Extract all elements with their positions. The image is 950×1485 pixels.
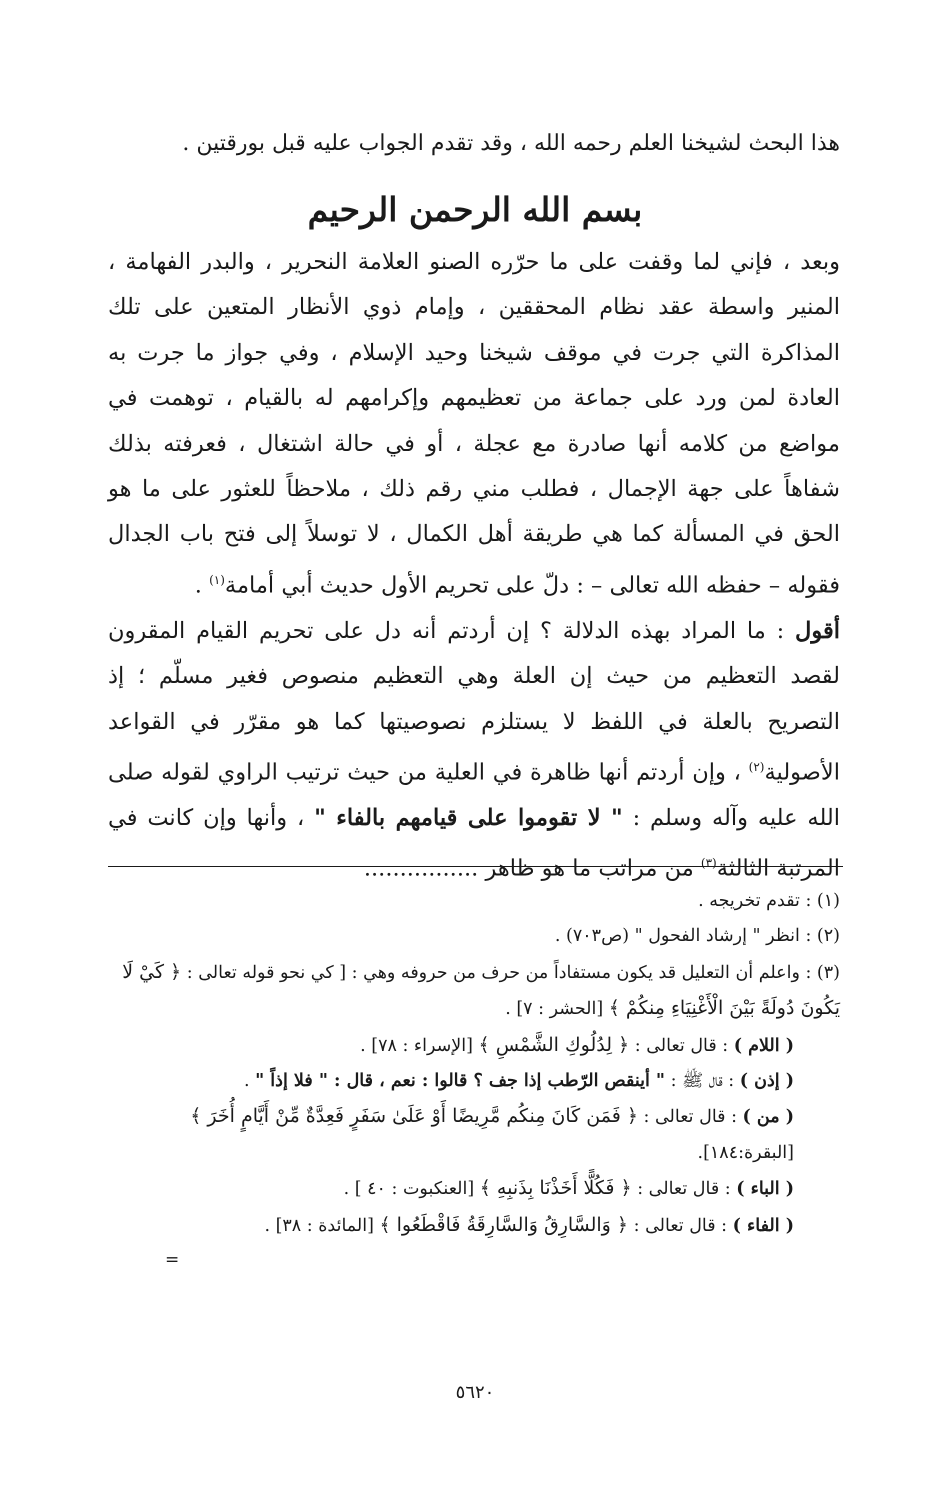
item-label: ( الفاء ): [732, 1215, 794, 1236]
item-label: ( إذن ): [739, 1071, 794, 1092]
footnote-ref-1: (١): [209, 572, 225, 587]
page-number: ٥٦٢٠: [455, 1382, 495, 1403]
footnote-ref-2: (٢): [748, 759, 765, 774]
footnote-item-ba: [108, 1171, 840, 1207]
item-ref: .: [243, 1071, 256, 1092]
item-text: : قال تعالى :: [628, 1215, 733, 1236]
item-text: : قال تعالى :: [629, 1035, 734, 1056]
footnote-3-verse: ﴿ كَيْ لَا يَكُونَ دُولَةً بَيْنَ الْأَغْنِيَاءِ مِنكُمْ ﴾: [122, 960, 840, 1020]
footnote-3: [108, 955, 840, 1028]
paragraph-2-part-b: ، وإن أردتم أنها ظاهرة في العلية من حيث ترتيب الراوي لقوله صلى الله عليه وآله وسلم :: [108, 759, 840, 831]
item-ref: [العنكبوت : ٤٠ ] .: [343, 1179, 480, 1200]
item-label: ( اللام ): [733, 1035, 794, 1056]
item-text: : قال ﷺ :: [665, 1071, 740, 1092]
paragraph-2-part-d: من مراتب ما هو ظاهر ................: [363, 855, 701, 882]
footnote-item-lam: [108, 1028, 840, 1064]
item-verse: " أينقص الرّطب إذا جف ؟ قالوا : نعم ، قال : " فلا إذاً ": [255, 1071, 666, 1092]
item-label: ( من ): [742, 1107, 794, 1128]
footnote-item-fa: [108, 1208, 840, 1244]
paragraph-2: [108, 609, 840, 892]
footnote-divider: [108, 866, 843, 867]
item-ref: [المائدة : ٣٨] .: [264, 1215, 380, 1236]
footnote-item-min: [108, 1099, 840, 1171]
item-verse: ﴿ فَمَن كَانَ مِنكُم مَّرِيضًا أَوْ عَلَىٰ سَفَرٍ فَعِدَّةٌ مِّنْ أَيَّامٍ أُخَرَ ﴾: [190, 1105, 638, 1128]
footnote-1: (١) : تقدم تخريجه .: [698, 891, 840, 911]
footnote-item-idhan: [108, 1064, 840, 1099]
footnote-ref-3: (٣): [700, 856, 717, 871]
paragraph-2-lead: أقول: [795, 617, 840, 644]
footnote-3-ref: [الحشر : ٧] .: [505, 999, 609, 1020]
paragraph-1-end: .: [194, 572, 210, 599]
item-ref: [الإسراء : ٧٨] .: [360, 1035, 479, 1056]
item-verse: ﴿ فَكُلًّا أَخَذْنَا بِذَنبِهِ ﴾: [479, 1177, 632, 1200]
paragraph-1-text: وبعد ، فإني لما وقفت على ما حرّره الصنو العلامة النحرير ، والبدر الفهامة ، المنير واسطة عقد نظام المحققين ، وإمام ذوي الأنظار المتعين على تلك المذاكرة التي جرت في موقف شيخنا وحيد الإسلام ، وفي جواز ما جرت به العادة لمن ورد على جماعة من تعظيمهم وإكرامهم له بالقيام ، توهمت في مواضع من كلامه أنها صادرة مع عجلة ، أو في حالة اشتغال ، فعرفته بذلك شفاهاً على جهة الإجمال ، فطلب مني رقم ذلك ، ملاحظاً للعثور على ما هو الحق في المسألة كما هي طريقة أهل الكمال ، لا توسلاً إلى فتح باب الجدال فقوله – حفظه الله تعالى – : دلّ على تحريم الأول حديث أبي أمامة: [108, 249, 840, 599]
continuation-mark: =: [165, 1250, 180, 1270]
item-verse: ﴿ وَالسَّارِقُ وَالسَّارِقَةُ فَاقْطَعُوا ﴾: [379, 1213, 629, 1236]
item-label: ( الباء ): [736, 1179, 794, 1200]
main-text: [108, 240, 840, 892]
footnotes: [108, 884, 840, 1244]
hadith-quote: " لا تقوموا على قيامهم بالفاء ": [314, 804, 623, 831]
item-text: : قال تعالى :: [637, 1107, 743, 1128]
footnote-3-intro: (٣) : واعلم أن التعليل قد يكون مستفاداً من حرف من حروفه وهي : [ كي نحو قوله تعالى :: [181, 962, 840, 983]
intro-note: هذا البحث لشيخنا العلم رحمه الله ، وقد تقدم الجواب عليه قبل بورقتين .: [182, 131, 840, 156]
paragraph-2-part-a: : ما المراد بهذه الدلالة ؟ إن أردتم أنه دل على تحريم القيام المقرون لقصد التعظيم من حيث إن العلة وهي التعظيم منصوص فغير مسلّم ؛ إذ التصريح بالعلة في اللفظ لا يستلزم نصوصيتها كما هو مقرّر في القواعد الأصولية: [108, 617, 840, 786]
item-text: : قال تعالى :: [631, 1179, 737, 1200]
item-ref: [البقرة:١٨٤].: [697, 1142, 794, 1163]
item-verse: ﴿ لِدُلُوكِ الشَّمْسِ ﴾: [478, 1033, 630, 1056]
paragraph-2-part-c: ، وأنها وإن كانت في المرتبة الثالثة: [108, 804, 840, 882]
paragraph-1: [108, 240, 840, 609]
footnote-2: (٢) : انظر " إرشاد الفحول " (ص٧٠٣) .: [554, 926, 840, 947]
basmala-heading: بسم الله الرحمن الرحيم: [307, 190, 643, 229]
